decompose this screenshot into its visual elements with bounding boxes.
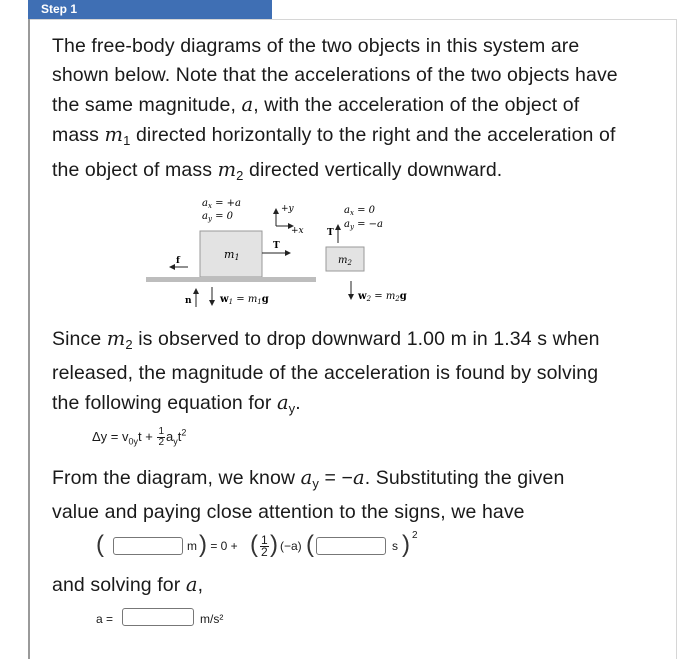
sub-neg-a: (−a) — [280, 539, 302, 553]
intro-line-4 — [52, 120, 672, 155]
since-line-3-text: the following equation for — [52, 392, 277, 414]
surface — [146, 277, 316, 282]
accel1-ay: $a_y = 0$ — [202, 211, 234, 223]
step-label: Step 1 — [41, 2, 78, 16]
var-a-solve: a — [185, 573, 198, 596]
time-input[interactable] — [316, 537, 386, 555]
normal-label: n — [185, 296, 192, 306]
intro-line-3-end: , with the acceleration of the object of — [253, 94, 580, 116]
friction-label: f — [176, 256, 180, 266]
sub-mid: = 0 + — [207, 539, 242, 553]
eq-t: t + — [138, 428, 157, 444]
solving-text: and solving for — [52, 574, 186, 596]
from-line-1-text: From the diagram, we know — [52, 467, 301, 489]
block-m2-label: $m_2$ — [338, 255, 352, 267]
eq-lhs: Δy = v — [92, 428, 129, 444]
eq-t2: t — [177, 428, 182, 444]
sub-exp: 2 — [412, 530, 418, 541]
eq-half-num: 1 — [158, 426, 165, 437]
from-line-1-end: . Substituting the given — [364, 467, 565, 489]
eq-half-den: 2 — [158, 437, 165, 448]
var-a-from: a — [352, 466, 365, 489]
sub-half — [260, 535, 269, 558]
since-line-3 — [52, 388, 672, 423]
accel2-ay: $a_y = -a$ — [344, 219, 384, 231]
axis-y-label: +y — [281, 204, 294, 214]
answer-input[interactable] — [122, 608, 194, 626]
eq-half — [157, 427, 165, 448]
since-line-1-end: is observed to drop downward 1.00 m in 1.34 s when — [132, 328, 600, 350]
since-paragraph — [52, 324, 672, 423]
intro-line-5-end: directed vertically downward. — [243, 159, 503, 181]
var-a: a — [241, 93, 254, 116]
solving-end: , — [197, 574, 204, 596]
sub-frac-open: ( — [250, 531, 258, 558]
var-m2-since: m — [106, 327, 126, 350]
free-body-diagram — [140, 195, 440, 315]
answer-unit: m/s² — [200, 612, 224, 626]
kinematics-equation — [92, 427, 186, 448]
tension-label-1: T — [273, 241, 280, 251]
var-m2-sub: 2 — [236, 168, 244, 183]
sub-unit-m: m — [187, 539, 197, 553]
solving-line — [52, 570, 672, 600]
eq-v-sub: 0y — [128, 436, 139, 447]
accel1-ax: $a_x = +a$ — [202, 198, 241, 210]
axis-x-label: +x — [291, 226, 304, 236]
sub-open-paren: ( — [96, 531, 104, 558]
var-ay-from: a — [300, 466, 313, 489]
weight-label-2: $w_2 = m_2g$ — [358, 291, 407, 303]
sub-time-open: ( — [306, 531, 314, 558]
intro-line-5 — [52, 155, 672, 190]
var-ay-from-sub: y — [312, 476, 319, 491]
eq-a: a — [166, 428, 174, 444]
since-line-2: released, the magnitude of the acceleration is found by solving — [52, 362, 599, 384]
sub-unit-s: s — [392, 539, 398, 553]
intro-line-4-text: mass — [52, 124, 105, 146]
displacement-input[interactable] — [113, 537, 183, 555]
since-line-1-text: Since — [52, 328, 107, 350]
step-tab — [28, 0, 272, 19]
sub-half-den: 2 — [261, 545, 268, 559]
since-line-1 — [52, 324, 672, 359]
sub-half-num: 1 — [261, 533, 268, 547]
from-line-2: value and paying close attention to the signs, we have — [52, 501, 525, 523]
intro-line-4-end: directed horizontally to the right and the acceleration of — [130, 124, 616, 146]
sub-frac-close: ) — [270, 531, 278, 558]
var-ay: a — [276, 391, 289, 414]
left-border — [28, 19, 30, 659]
intro-line-3-text: the same magnitude, — [52, 94, 242, 116]
intro-paragraph — [52, 32, 672, 190]
weight-label-1: $w_1 = m_1g$ — [220, 294, 269, 306]
eq-a-sub: y — [173, 436, 178, 447]
from-paragraph — [52, 463, 672, 527]
right-border — [676, 19, 677, 659]
var-m2-since-sub: 2 — [125, 337, 133, 352]
tension-label-2: T — [327, 228, 334, 238]
from-eq: = − — [318, 467, 353, 489]
var-m2: m — [217, 158, 237, 181]
step-divider — [28, 19, 676, 20]
block-m1-label: m1 — [224, 248, 240, 262]
var-m1-sub: 1 — [123, 133, 131, 148]
solving-paragraph — [52, 570, 672, 600]
intro-line-2: shown below. Note that the accelerations of the two objects have — [52, 64, 618, 86]
since-line-3-end: . — [295, 392, 301, 414]
var-ay-sub: y — [288, 401, 296, 416]
eq-exp: 2 — [181, 427, 187, 438]
intro-line-1: The free-body diagrams of the two objects in this system are — [52, 35, 580, 57]
var-m1: m — [104, 123, 124, 146]
from-line-1 — [52, 463, 672, 498]
intro-line-5-text: the object of mass — [52, 159, 218, 181]
accel2-ax: $a_x = 0$ — [344, 205, 376, 217]
sub-close-paren: ) — [199, 531, 207, 558]
answer-lhs: a = — [96, 612, 114, 626]
intro-line-3 — [52, 90, 672, 120]
axes-icon — [276, 204, 304, 236]
sub-time-close: ) — [402, 531, 410, 558]
